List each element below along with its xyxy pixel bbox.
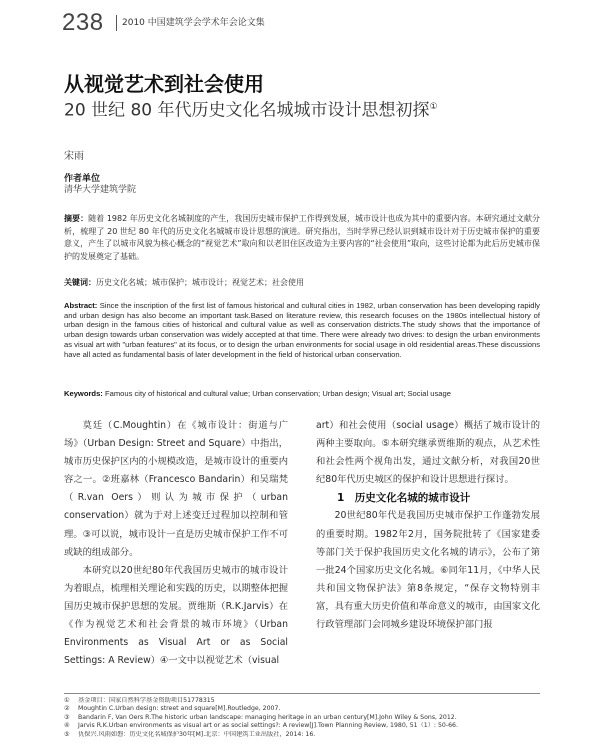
keywords-chinese: [64, 277, 540, 290]
footnote-mark: ②: [64, 705, 70, 713]
keywords-chinese-text: 历史文化名城；城市保护；城市设计；视觉艺术；社会使用: [96, 278, 304, 287]
abstract-english-label: Abstract:: [64, 301, 98, 310]
body-paragraph: 莫廷（C.Moughtin）在《城市设计：街道与广场》（Urban Design: Street and Square）中指出，城市历史保护区内的小规模改造，是城市设计的重要内容之一。②班嘉林（Francesco Bandarin）和吴瑞梵（R.van Oers）则认为城市保护（urban conservation）就为于对上述变迁过程加以控制和管理。③可以说，城市设计一直是历史城市保护工作不可或缺的组成部分。: [64, 420, 288, 558]
keywords-english: [64, 388, 540, 401]
subtitle-footnote-mark: ①: [429, 102, 438, 112]
article-subtitle: [64, 96, 438, 122]
footnote-text: Jarvis R.K.Urban environments as visual art or as social settings?: A review[J].Town Planning Review, 1980, 51（1）: 50-66.: [78, 722, 458, 730]
body-paragraph: 20世纪80年代是我国历史城市保护工作蓬勃发展的重要时期。1982年2月，国务院批转了《国家建委等部门关于保护我国历史文化名城的请示》，公布了第一批24个国家历史文化名城。⑥同年11月，《中华人民共和国文物保护法》第8条规定，“保存文物特别丰富，具有重大历史价值和革命意义的城市，由国家文化行政管理部门会同城乡建设环境保护部门报: [316, 510, 540, 631]
author-unit-label: 作者单位: [64, 174, 101, 184]
body-paragraph: art）和社会使用（social usage）概括了城市设计的两种主要取向。⑤本研究继承贾维斯的观点，从艺术性和社会性两个视角出发，通过文献分析，对我国20世纪80年代历史城区的保护和设计思想进行探讨。: [316, 420, 540, 486]
body-paragraph: 本研究以20世纪80年代我国历史城市的城市设计为着眼点，梳理相关理论和实践的历史，以期整体把握国历史城市保护思想的发展。贾维斯（R.K.Jarvis）在《作为视觉艺术和社会背景的城市环境》（Urban Environments as Visual Art or as Social Settings: A Review）④一文中以视觉艺术（visual: [64, 564, 288, 667]
abstract-chinese-text: 随着 1982 年历史文化名城制度的产生，我国历史城市保护工作得到发展，城市设计也成为其中的重要内容。本研究通过文献分析，梳理了 20 世纪 80 年代的历史文化名城城市设计思想的演进。研究指出，当时学界已经认识到城市设计对于历史城市保护的重要意义，产生了以城市风貌为核心概念的“视觉艺术”取向和以老旧住区改造为主要内容的“社会使用”取向，这些讨论都为此后历史城市保护的发展奠定了基础。: [64, 214, 540, 261]
author-name: 宋雨: [64, 151, 84, 162]
running-title: 2010 中国建筑学会学术年会论文集: [122, 18, 265, 28]
keywords-english-text: Famous city of historical and cultural value; Urban conservation; Urban design; Visual art; Social usage: [104, 389, 451, 398]
abstract-english-text: Since the inscription of the first list of famous historical and cultural cities in 1982, urban conservation has been developing rapidly and urban design has also become an important task.Based on literature review, this research focuses on the 1980s intellectual history of urban design in the famous cities of historical and cultural value as well as conservation districts.The study shows that the importance of urban design towards urban conservation was widely accepted at that time. There were already two drives: to design the urban environments as visual art with "urban features" at its focus, or to design the urban environments for social usage in old residential areas.These discussions have all acted as fundamental basis of later development in the field of historical urban conservation.: [64, 301, 540, 359]
keywords-english-label: Keywords:: [64, 389, 103, 398]
footnotes: [64, 697, 540, 739]
section-heading: 1 历史文化名城的城市设计: [337, 492, 471, 505]
footnote: [64, 705, 540, 713]
abstract-chinese: [64, 213, 540, 263]
footnote-text: Bandarin F, Van Oers R.The historic urban landscape: managing heritage in an urban century[M].John Wiley & Sons, 2012.: [78, 713, 457, 721]
author-unit: 清华大学建筑学院: [64, 185, 137, 195]
footnote-mark: ④: [64, 722, 70, 730]
header-divider: [116, 15, 117, 31]
abstract-english: [64, 301, 540, 359]
article-title: 从视觉艺术到社会使用: [64, 72, 264, 96]
body-column-left: [64, 417, 288, 670]
footnote: [64, 731, 540, 739]
footnote-mark: ①: [64, 697, 70, 704]
footnote-text: 仇保兴.风雨如磐：历史文化名城保护30年[M].北京：中国建筑工业出版社，2014: 16.: [78, 730, 316, 738]
footnote-mark: ③: [64, 713, 70, 721]
keywords-chinese-label: 关键词：: [64, 278, 96, 287]
footnote-mark: ⑤: [64, 730, 70, 738]
page-number: 238: [62, 9, 104, 36]
abstract-chinese-label: 摘要：: [64, 214, 89, 223]
footnote-text: Moughtin C.Urban design: street and square[M].Routledge, 2007.: [78, 705, 281, 713]
footnote: [64, 697, 540, 705]
article-subtitle-text: 20 世纪 80 年代历史文化名城城市设计思想初探: [64, 100, 430, 121]
footnote: [64, 714, 540, 722]
body-column-right: [316, 417, 540, 634]
running-header: [62, 10, 542, 36]
footnote: [64, 722, 540, 730]
footnote-divider: [64, 693, 540, 694]
footnote-text: 基金项目：国家自然科学基金资助项目51778315: [78, 697, 215, 704]
